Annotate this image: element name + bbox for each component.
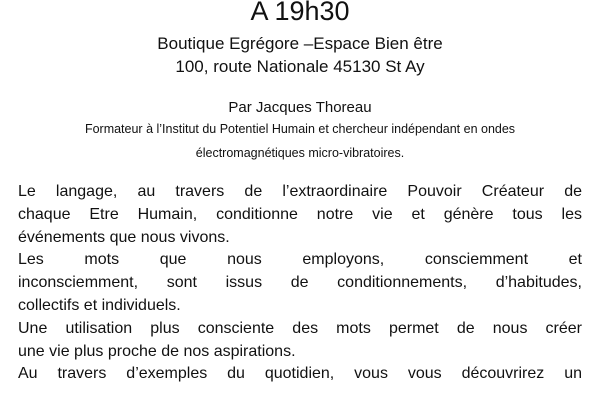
paragraph-2-line-1: Les mots que nous employons, consciemment et bbox=[18, 251, 582, 269]
paragraph-2-line-3: collectifs et individuels. bbox=[18, 296, 181, 314]
paragraph-2-line-2: inconsciemment, sont issus de conditionnements, d’habitudes, bbox=[18, 274, 582, 292]
speaker-bio-line-2: électromagnétiques micro-vibratoires. bbox=[195, 146, 405, 160]
paragraph-3-line-1: Une utilisation plus consciente des mots permet de nous créer bbox=[18, 319, 582, 337]
venue-name: Boutique Egrégore –Espace Bien être bbox=[157, 34, 443, 53]
paragraph-1-line-1: Le langage, au travers de l’extraordinaire Pouvoir Créateur de bbox=[18, 183, 582, 200]
speaker-byline: Par Jacques Thoreau bbox=[228, 99, 372, 116]
event-time: A 19h30 bbox=[250, 0, 350, 26]
speaker-bio-line-1: Formateur à l’Institut du Potentiel Humain et chercheur indépendant en ondes bbox=[84, 122, 516, 136]
paragraph-4-line-1: Au travers d’exemples du quotidien, vous vous découvrirez un bbox=[18, 365, 582, 383]
venue-address: 100, route Nationale 45130 St Ay bbox=[175, 57, 425, 76]
paragraph-1-line-2: chaque Etre Humain, conditionne notre vie et génère tous les bbox=[18, 205, 582, 223]
description-body bbox=[18, 181, 582, 386]
paragraph-3-line-2: une vie plus proche de nos aspirations. bbox=[18, 342, 296, 360]
paragraph-1-line-3: événements que nous vivons. bbox=[18, 228, 230, 246]
